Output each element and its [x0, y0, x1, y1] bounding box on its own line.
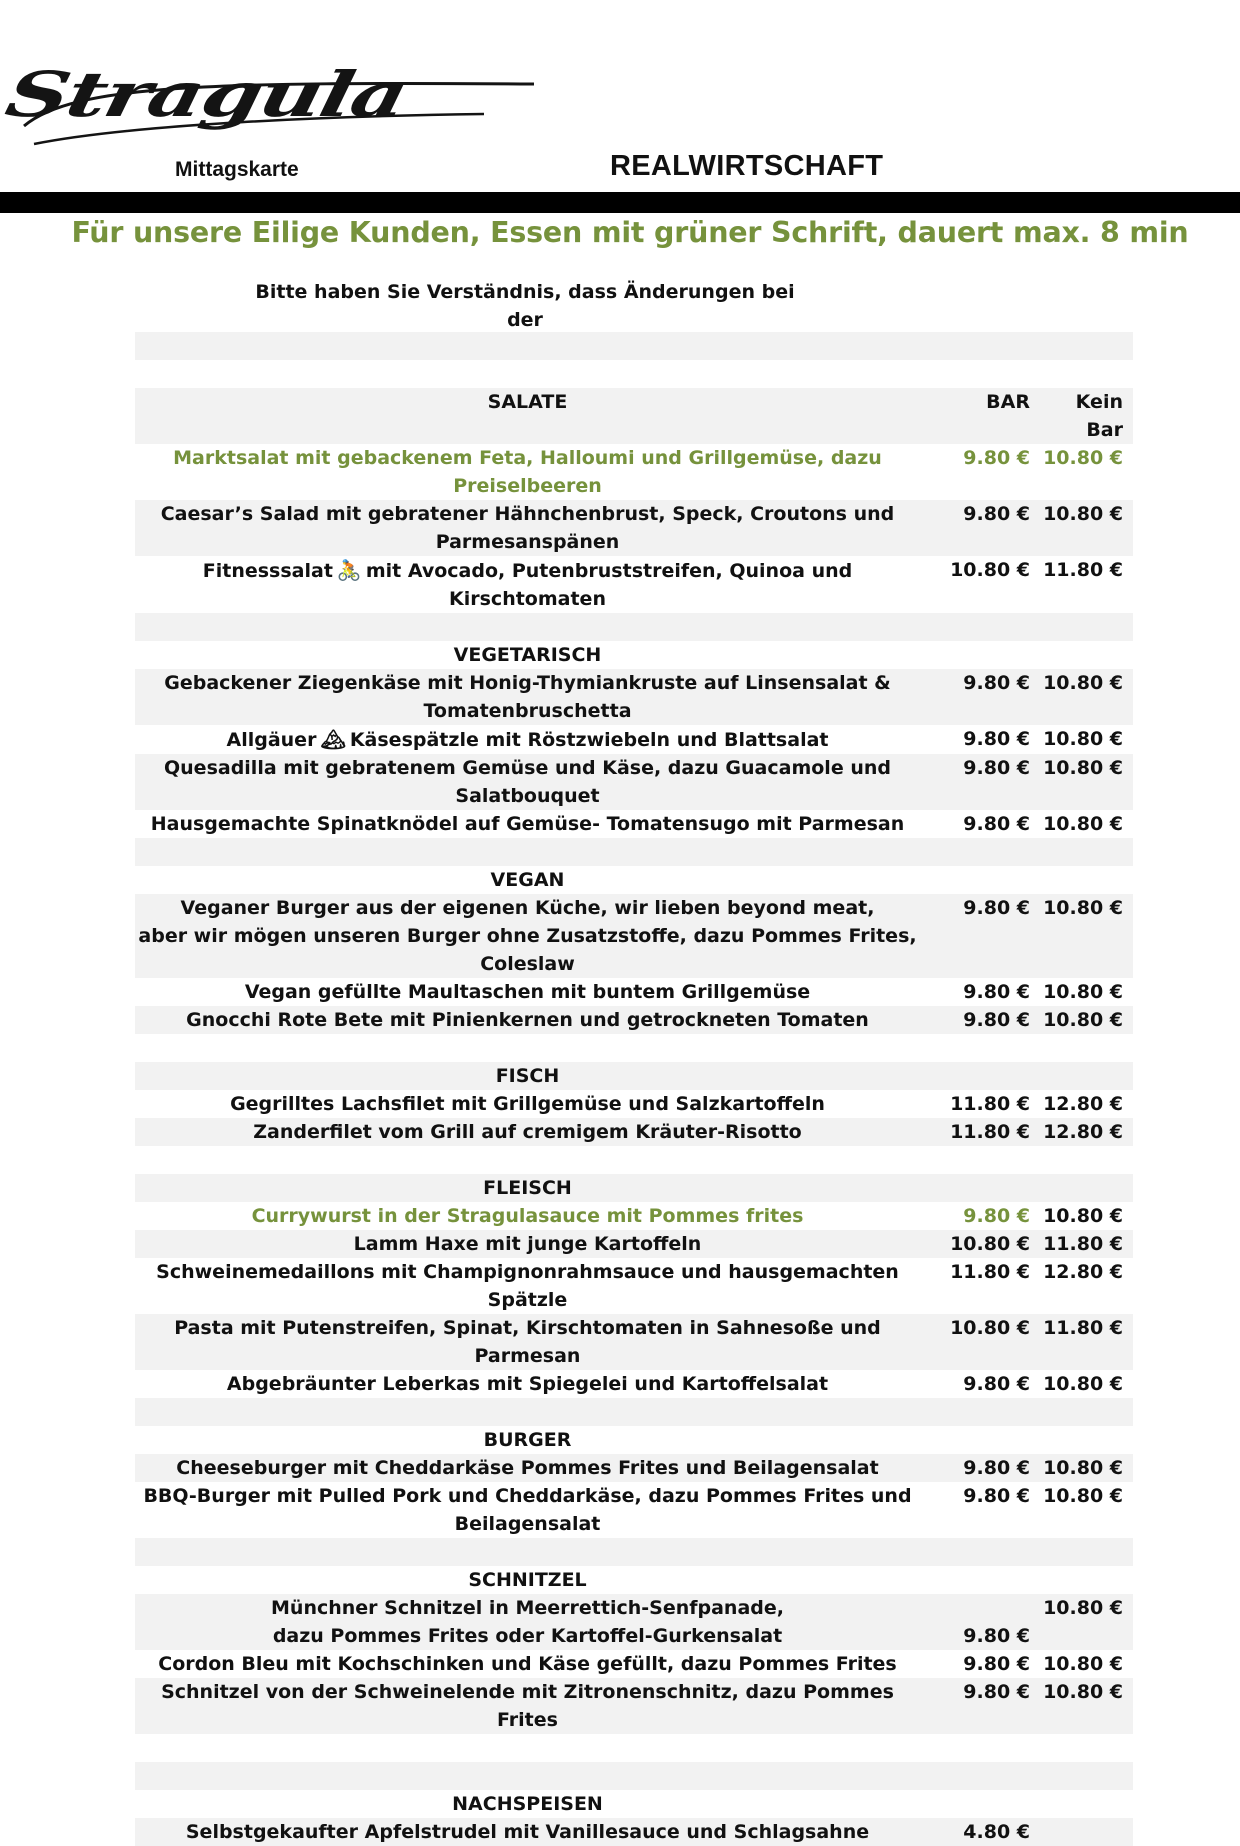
item-text: Selbstgekaufter Apfelstrudel mit Vanillesauce und Schlagsahne [185, 1821, 870, 1843]
menu-item [135, 810, 1133, 838]
item-text: mit Avocado, Putenbruststreifen, Quinoa und Kirschtomaten [365, 560, 853, 610]
price-bar: 9.80 € [963, 1485, 1030, 1507]
item-line: Preiselbeeren [453, 475, 602, 497]
price-nobar: 10.80 € [1043, 728, 1123, 750]
spacer-row [135, 1734, 1133, 1762]
menu-item [135, 669, 1133, 725]
item-line: Quesadilla mit gebratenem Gemüse und Käse, dazu Guacamole und [164, 757, 891, 779]
menu-item [135, 978, 1133, 1006]
price-bar: 9.80 € [963, 1205, 1030, 1227]
cyclist-icon: 🚴 [336, 558, 362, 582]
menu-item [135, 556, 1133, 613]
spacer-row [135, 1538, 1133, 1566]
price-bar: 9.80 € [963, 757, 1030, 779]
intro-line-1: Bitte haben Sie Verständnis, dass Änderungen bei der [255, 281, 795, 331]
price-bar: 9.80 € [963, 1009, 1030, 1031]
spacer-row [135, 838, 1133, 866]
price-bar: 9.80 € [963, 1653, 1030, 1675]
price-nobar: 10.80 € [1043, 1009, 1123, 1031]
item-text: Gegrilltes Lachsfilet mit Grillgemüse und Salzkartoffeln [230, 1093, 825, 1115]
price-bar: 9.80 € [963, 1373, 1030, 1395]
section-title: VEGAN [490, 869, 565, 891]
section-header-nachspeisen [135, 1790, 1133, 1818]
header-rule [0, 192, 1240, 213]
menu-item [135, 1090, 1133, 1118]
price-nobar: 10.80 € [1043, 1457, 1123, 1479]
price-bar: 4.80 € [963, 1821, 1030, 1843]
item-text: Cordon Bleu mit Kochschinken und Käse gefüllt, dazu Pommes Frites [158, 1653, 897, 1675]
menu-item [135, 1006, 1133, 1034]
item-line: Caesar’s Salad mit gebratener Hähnchenbrust, Speck, Croutons und [160, 503, 895, 525]
item-line: dazu Pommes Frites oder Kartoffel-Gurkensalat [272, 1625, 783, 1647]
price-nobar: 10.80 € [1043, 1653, 1123, 1675]
green-notice: Für unsere Eilige Kunden, Essen mit grüner Schrift, dauert max. 8 min [71, 216, 1189, 249]
item-line: Tomatenbruschetta [423, 700, 632, 722]
item-line: Parmesanspänen [435, 531, 620, 553]
price-nobar: 10.80 € [1043, 447, 1123, 469]
spacer-row [135, 1398, 1133, 1426]
price-nobar: 10.80 € [1043, 1205, 1123, 1227]
menu-item [135, 1370, 1133, 1398]
price-bar: 9.80 € [963, 1625, 1030, 1647]
price-bar: 9.80 € [963, 672, 1030, 694]
price-bar: 9.80 € [963, 813, 1030, 835]
menu-item [135, 1258, 1133, 1314]
item-line: Coleslaw [480, 953, 575, 975]
price-bar: 11.80 € [950, 1093, 1030, 1115]
item-text: Gnocchi Rote Bete mit Pinienkernen und getrockneten Tomaten [186, 1009, 869, 1031]
item-text: Lamm Haxe mit junge Kartoffeln [353, 1233, 702, 1255]
price-nobar: 10.80 € [1043, 503, 1123, 525]
item-text: Zanderfilet vom Grill auf cremigem Kräuter-Risotto [253, 1121, 802, 1143]
price-nobar: 10.80 € [1043, 1597, 1123, 1619]
price-nobar: 12.80 € [1043, 1121, 1123, 1143]
item-text: Cheeseburger mit Cheddarkäse Pommes Frites und Beilagensalat [176, 1457, 879, 1479]
menu-item [135, 725, 1133, 754]
column-header-nobar: Kein Bar [1075, 391, 1123, 441]
price-bar: 10.80 € [950, 559, 1030, 581]
price-bar: 11.80 € [950, 1121, 1030, 1143]
spacer-row [135, 1034, 1133, 1062]
price-bar: 9.80 € [963, 1681, 1030, 1703]
menu-item [135, 754, 1133, 810]
price-bar: 9.80 € [963, 503, 1030, 525]
section-title: VEGETARISCH [453, 644, 602, 666]
page-heading: REALWIRTSCHAFT [610, 150, 884, 182]
price-nobar: 11.80 € [1043, 559, 1123, 581]
section-title: NACHSPEISEN [452, 1793, 603, 1815]
menu-item [135, 1594, 1133, 1650]
section-header-vegetarisch [135, 641, 1133, 669]
price-bar: 10.80 € [950, 1233, 1030, 1255]
spacer-row [135, 613, 1133, 641]
menu-item [135, 1818, 1133, 1846]
column-header-bar: BAR [986, 391, 1030, 413]
item-line: Münchner Schnitzel in Meerrettich-Senfpanade, [271, 1597, 784, 1619]
spacer-row [135, 1146, 1133, 1174]
spacer-row [135, 332, 1133, 360]
section-header-schnitzel [135, 1566, 1133, 1594]
section-header-burger [135, 1426, 1133, 1454]
item-text: Currywurst in der Stragulasauce mit Pommes frites [251, 1205, 804, 1227]
item-text: Schnitzel von der Schweinelende mit Zitronenschnitz, dazu Pommes Frites [161, 1681, 894, 1731]
menu-item [135, 500, 1133, 556]
spacer-row [135, 1762, 1133, 1790]
item-line: Veganer Burger aus der eigenen Küche, wir lieben beyond meat, [180, 897, 875, 919]
item-text: Abgebräunter Leberkas mit Spiegelei und Kartoffelsalat [226, 1373, 829, 1395]
item-text: Schweinemedaillons mit Champignonrahmsauce und hausgemachten Spätzle [156, 1261, 899, 1311]
item-text: Hausgemachte Spinatknödel auf Gemüse- Tomatensugo mit Parmesan [150, 813, 905, 835]
item-text: Fitnesssalat [202, 560, 333, 582]
item-text: Pasta mit Putenstreifen, Spinat, Kirschtomaten in Sahnesoße und Parmesan [174, 1317, 881, 1367]
section-title: SCHNITZEL [468, 1569, 587, 1591]
item-line: Gebackener Ziegenkäse mit Honig-Thymiankruste auf Linsensalat & [164, 672, 891, 694]
item-text: Vegan gefüllte Maultaschen mit buntem Grillgemüse [244, 981, 811, 1003]
menu-item [135, 1678, 1133, 1734]
price-nobar: 12.80 € [1043, 1093, 1123, 1115]
menu-item [135, 1230, 1133, 1258]
section-header-vegan [135, 866, 1133, 894]
section-title: FISCH [495, 1065, 560, 1087]
price-nobar: 11.80 € [1043, 1317, 1123, 1339]
menu-item [135, 1202, 1133, 1230]
price-nobar: 10.80 € [1043, 757, 1123, 779]
price-nobar: 10.80 € [1043, 981, 1123, 1003]
price-nobar: 10.80 € [1043, 897, 1123, 919]
logo-wordmark: Stragula [0, 58, 414, 131]
spacer-row [135, 360, 1133, 388]
price-nobar: 11.80 € [1043, 1233, 1123, 1255]
section-header-salate [135, 388, 1133, 444]
section-title: FLEISCH [483, 1177, 572, 1199]
section-title: BURGER [483, 1429, 572, 1451]
item-text: Allgäuer [226, 729, 317, 751]
price-nobar: 10.80 € [1043, 672, 1123, 694]
price-bar: 9.80 € [963, 447, 1030, 469]
price-bar: 9.80 € [963, 1457, 1030, 1479]
menu-item [135, 444, 1133, 500]
section-header-fleisch [135, 1174, 1133, 1202]
item-line: Beilagensalat [454, 1513, 601, 1535]
price-nobar: 12.80 € [1043, 1261, 1123, 1283]
menu-item [135, 1650, 1133, 1678]
section-header-fisch [135, 1062, 1133, 1090]
price-bar: 10.80 € [950, 1317, 1030, 1339]
menu-item [135, 1314, 1133, 1370]
menu-item [135, 1482, 1133, 1538]
price-bar: 11.80 € [950, 1261, 1030, 1283]
price-bar: 9.80 € [963, 728, 1030, 750]
menu-item [135, 1454, 1133, 1482]
cheese-icon: 🏔 [320, 727, 346, 751]
item-text: Käsespätzle mit Röstzwiebeln und Blattsalat [349, 729, 829, 751]
menu-table [135, 332, 1133, 1846]
price-bar: 9.80 € [963, 897, 1030, 919]
stragula-logo [0, 58, 534, 164]
price-nobar: 10.80 € [1043, 813, 1123, 835]
menu-item [135, 894, 1133, 978]
item-line: Marktsalat mit gebackenem Feta, Halloumi und Grillgemüse, dazu [173, 447, 882, 469]
price-bar: 9.80 € [963, 981, 1030, 1003]
item-line: BBQ-Burger mit Pulled Pork und Cheddarkäse, dazu Pommes Frites und [143, 1485, 912, 1507]
price-nobar: 10.80 € [1043, 1485, 1123, 1507]
menu-item [135, 1118, 1133, 1146]
price-nobar: 10.80 € [1043, 1373, 1123, 1395]
item-line: Salatbouquet [455, 785, 600, 807]
price-nobar: 10.80 € [1043, 1681, 1123, 1703]
menu-subtitle: Mittagskarte [175, 158, 299, 181]
section-title: SALATE [487, 391, 568, 413]
item-line: aber wir mögen unseren Burger ohne Zusatzstoffe, dazu Pommes Frites, [138, 925, 917, 947]
